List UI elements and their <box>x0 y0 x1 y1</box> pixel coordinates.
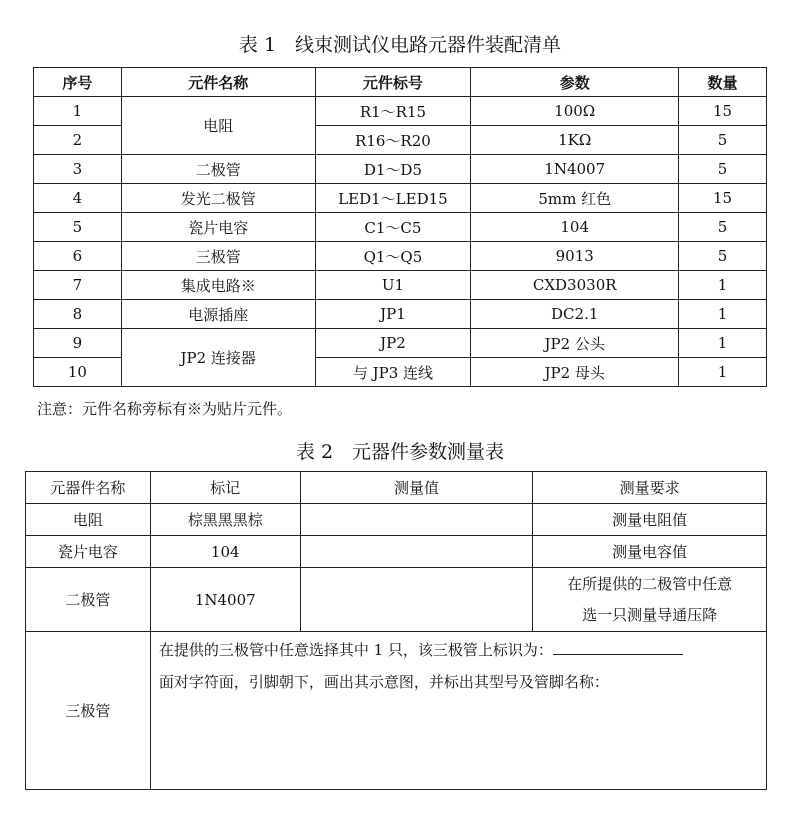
cell-qty: 15 <box>679 184 767 213</box>
instruction-line-2: 面对字符面，引脚朝下，画出其示意图，并标出其型号及管脚名称： <box>158 673 609 691</box>
cell-no: 4 <box>34 184 122 213</box>
cell-label: JP1 <box>315 300 471 329</box>
cell-label: R16～R20 <box>315 126 471 155</box>
cell-label: R1～R15 <box>315 97 471 126</box>
table2-title: 表 2 元器件参数测量表 <box>295 441 505 463</box>
table-row <box>34 184 767 213</box>
cell-mark: 棕黑黑黑棕 <box>150 504 300 536</box>
cell-name: 瓷片电容 <box>121 213 315 242</box>
cell-qty: 5 <box>679 126 767 155</box>
cell-label: U1 <box>315 271 471 300</box>
table-row <box>34 97 767 126</box>
cell-no: 10 <box>34 358 122 387</box>
table2-header-row <box>26 472 767 504</box>
cell-label: JP2 <box>315 329 471 358</box>
transistor-instructions <box>150 632 766 790</box>
cell-no: 9 <box>34 329 122 358</box>
cell-label: D1～D5 <box>315 155 471 184</box>
measured-value-field[interactable] <box>300 568 533 632</box>
cell-label: C1～C5 <box>315 213 471 242</box>
cell-name: JP2 连接器 <box>121 329 315 387</box>
cell-qty: 1 <box>679 358 767 387</box>
cell-no: 3 <box>34 155 122 184</box>
cell-qty: 5 <box>679 242 767 271</box>
cell-qty: 1 <box>679 329 767 358</box>
cell-requirement: 测量电容值 <box>533 536 767 568</box>
cell-mark: 104 <box>150 536 300 568</box>
cell-no: 7 <box>34 271 122 300</box>
measured-value-field[interactable] <box>300 536 533 568</box>
cell-param: JP2 母头 <box>471 358 679 387</box>
cell-name: 三极管 <box>121 242 315 271</box>
header-name: 元件名称 <box>121 68 315 97</box>
requirement-line-2: 选一只测量导通压降 <box>582 605 718 624</box>
cell-qty: 1 <box>679 300 767 329</box>
cell-name: 发光二极管 <box>121 184 315 213</box>
cell-component: 二极管 <box>26 568 151 632</box>
cell-no: 1 <box>34 97 122 126</box>
table1-header-row <box>34 68 767 97</box>
cell-param: 104 <box>471 213 679 242</box>
cell-component: 三极管 <box>26 632 151 790</box>
cell-label: Q1～Q5 <box>315 242 471 271</box>
cell-label: 与 JP3 连线 <box>315 358 471 387</box>
cell-mark: 1N4007 <box>150 568 300 632</box>
cell-param: 100Ω <box>471 97 679 126</box>
cell-requirement <box>533 568 767 632</box>
cell-component: 瓷片电容 <box>26 536 151 568</box>
table-row <box>34 329 767 358</box>
cell-param: DC2.1 <box>471 300 679 329</box>
cell-no: 8 <box>34 300 122 329</box>
header-no: 序号 <box>34 68 122 97</box>
cell-no: 6 <box>34 242 122 271</box>
cell-param: 9013 <box>471 242 679 271</box>
cell-param: JP2 公头 <box>471 329 679 358</box>
header-qty: 数量 <box>679 68 767 97</box>
table1-title: 表 1 线束测试仪电路元器件装配清单 <box>238 34 562 56</box>
cell-requirement: 测量电阻值 <box>533 504 767 536</box>
cell-param: CXD3030R <box>471 271 679 300</box>
cell-qty: 1 <box>679 271 767 300</box>
table-row <box>26 568 767 632</box>
cell-name: 二极管 <box>121 155 315 184</box>
requirement-line-1: 在所提供的二极管中任意 <box>567 574 733 593</box>
table-row <box>34 213 767 242</box>
header-component: 元器件名称 <box>26 472 151 504</box>
cell-name: 电阻 <box>121 97 315 155</box>
cell-qty: 5 <box>679 155 767 184</box>
table-row <box>34 271 767 300</box>
table-row <box>34 155 767 184</box>
instruction-line-1 <box>159 634 766 666</box>
table-row <box>26 504 767 536</box>
cell-name: 电源插座 <box>121 300 315 329</box>
cell-component: 电阻 <box>26 504 151 536</box>
cell-param: 1KΩ <box>471 126 679 155</box>
header-label: 元件标号 <box>315 68 471 97</box>
header-value: 测量值 <box>300 472 533 504</box>
table1-note: 注意：元件名称旁标有※为贴片元件。 <box>37 400 293 418</box>
cell-no: 5 <box>34 213 122 242</box>
header-requirement: 测量要求 <box>533 472 767 504</box>
header-mark: 标记 <box>150 472 300 504</box>
cell-qty: 5 <box>679 213 767 242</box>
transistor-marking-blank[interactable] <box>553 640 683 655</box>
component-list-table <box>33 67 767 387</box>
measurement-table <box>25 471 767 790</box>
cell-name: 集成电路※ <box>121 271 315 300</box>
cell-label: LED1～LED15 <box>315 184 471 213</box>
table-row <box>26 536 767 568</box>
header-param: 参数 <box>471 68 679 97</box>
table-row <box>26 632 767 790</box>
table-row <box>34 242 767 271</box>
cell-qty: 15 <box>679 97 767 126</box>
cell-param: 1N4007 <box>471 155 679 184</box>
measured-value-field[interactable] <box>300 504 533 536</box>
instruction-text-1: 在提供的三极管中任意选择其中 1 只，该三极管上标识为： <box>158 641 553 659</box>
cell-no: 2 <box>34 126 122 155</box>
table-row <box>34 300 767 329</box>
cell-param: 5mm 红色 <box>471 184 679 213</box>
